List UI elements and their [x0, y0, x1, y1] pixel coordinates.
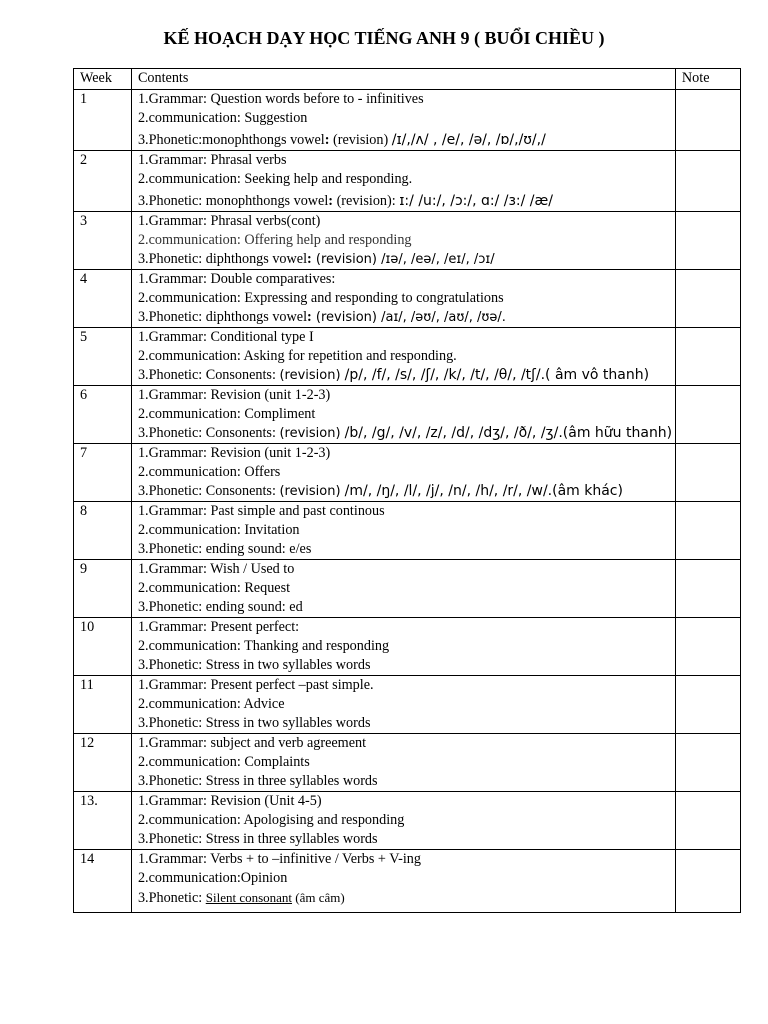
phonetic-line — [138, 482, 675, 501]
phonetic-line — [138, 131, 675, 150]
grammar-line: 1.Grammar: Revision (unit 1-2-3) — [137, 387, 331, 403]
communication-line: 2.communication: Apologising and responding — [137, 812, 405, 828]
lesson-plan-table — [73, 68, 741, 913]
phonetic-note: (âm câm) — [292, 890, 345, 905]
week-cell: 2 — [74, 151, 132, 212]
communication-line: 2.communication: Seeking help and responding. — [137, 171, 413, 187]
table-row — [74, 444, 741, 502]
phonetic-colon: : — [307, 309, 312, 325]
week-cell: 8 — [74, 502, 132, 560]
grammar-line: 1.Grammar: Revision (unit 1-2-3) — [137, 445, 331, 461]
table-row — [74, 618, 741, 676]
phonetic-revision: (revision) — [329, 132, 392, 148]
phonetic-line — [138, 308, 675, 327]
phonetic-label: 3.Phonetic: diphthongs vowel — [137, 309, 308, 325]
phonetic-line — [138, 424, 675, 443]
week-cell: 6 — [74, 386, 132, 444]
contents-cell — [131, 444, 675, 502]
communication-line: 2.communication: Suggestion — [137, 110, 308, 126]
communication-line: 2.communication: Thanking and responding — [137, 638, 390, 654]
note-cell — [675, 792, 740, 850]
grammar-line: 1.Grammar: Wish / Used to — [137, 561, 295, 577]
table-row — [74, 328, 741, 386]
phonetic-sounds: /p/, /f/, /s/, /ʃ/, /k/, /t/, /θ/, /tʃ/.( âm vô thanh) — [344, 367, 650, 383]
phonetic-label: 3.Phonetic: Consonents: — [137, 425, 280, 441]
phonetic-colon: : — [307, 251, 312, 267]
phonetic-sounds: /b/, /g/, /v/, /z/, /d/, /dʒ/, /ð/, /ʒ/.(âm hữu thanh) — [344, 425, 673, 441]
grammar-line: 1.Grammar: subject and verb agreement — [137, 735, 367, 751]
phonetic-sounds: /ɪ/,/ʌ/ , /e/, /ə/, /ɒ/,/ʊ/,/ — [391, 132, 546, 148]
table-row — [74, 734, 741, 792]
communication-line: 2.communication:Opinion — [137, 870, 288, 886]
week-cell: 12 — [74, 734, 132, 792]
phonetic-line — [138, 192, 675, 211]
note-cell — [675, 734, 740, 792]
phonetic-line — [138, 250, 675, 269]
communication-line: 2.communication: Advice — [137, 696, 285, 712]
contents-cell — [131, 618, 675, 676]
week-cell: 9 — [74, 560, 132, 618]
phonetic-line: 3.Phonetic: ending sound: e/es — [137, 541, 312, 557]
phonetic-line: 3.Phonetic: ending sound: ed — [137, 599, 303, 615]
contents-cell — [131, 90, 675, 151]
note-cell — [675, 270, 740, 328]
grammar-line: 1.Grammar: Question words before to - infinitives — [137, 91, 424, 107]
contents-cell — [131, 792, 675, 850]
table-row — [74, 386, 741, 444]
communication-line: 2.communication: Asking for repetition and responding. — [137, 348, 457, 364]
contents-cell — [131, 386, 675, 444]
header-week: Week — [74, 69, 132, 90]
phonetic-revision: (revision): — [333, 193, 400, 209]
contents-cell — [131, 560, 675, 618]
grammar-line: 1.Grammar: Past simple and past continous — [137, 503, 385, 519]
phonetic-colon: : — [328, 193, 334, 209]
note-cell — [675, 676, 740, 734]
phonetic-colon: : — [324, 132, 330, 148]
grammar-line: 1.Grammar: Conditional type I — [137, 329, 314, 345]
phonetic-line — [138, 888, 675, 908]
note-cell — [675, 560, 740, 618]
phonetic-label: 3.Phonetic: Consonents: — [137, 367, 280, 383]
phonetic-revision: (revision) — [311, 252, 382, 267]
grammar-line: 1.Grammar: Phrasal verbs — [137, 152, 287, 168]
table-row — [74, 212, 741, 270]
week-cell: 10 — [74, 618, 132, 676]
week-cell: 7 — [74, 444, 132, 502]
contents-cell — [131, 328, 675, 386]
note-cell — [675, 502, 740, 560]
communication-line: 2.communication: Expressing and responding to congratulations — [137, 290, 504, 306]
table-row — [74, 151, 741, 212]
contents-cell — [131, 270, 675, 328]
phonetic-revision: (revision) — [279, 426, 345, 441]
header-note: Note — [675, 69, 740, 90]
grammar-line: 1.Grammar: Present perfect: — [137, 619, 300, 635]
note-cell — [675, 386, 740, 444]
week-cell: 5 — [74, 328, 132, 386]
note-cell — [675, 850, 740, 913]
week-cell: 14 — [74, 850, 132, 913]
contents-cell — [131, 734, 675, 792]
contents-cell — [131, 676, 675, 734]
phonetic-line: 3.Phonetic: Stress in two syllables words — [137, 715, 371, 731]
week-cell: 3 — [74, 212, 132, 270]
phonetic-line: 3.Phonetic: Stress in three syllables words — [137, 831, 378, 847]
week-cell: 13. — [74, 792, 132, 850]
contents-cell — [131, 502, 675, 560]
communication-line: 2.communication: Offers — [137, 464, 281, 480]
phonetic-underlined: Silent consonant — [205, 890, 293, 905]
week-cell: 11 — [74, 676, 132, 734]
header-contents: Contents — [131, 69, 675, 90]
table-row — [74, 792, 741, 850]
grammar-line: 1.Grammar: Double comparatives: — [137, 271, 336, 287]
phonetic-label: 3.Phonetic: diphthongs vowel — [137, 251, 308, 267]
table-row — [74, 676, 741, 734]
note-cell — [675, 618, 740, 676]
phonetic-label: 3.Phonetic: Consonents: — [137, 483, 280, 499]
grammar-line: 1.Grammar: Phrasal verbs(cont) — [137, 213, 321, 229]
page-title: KẾ HOẠCH DẠY HỌC TIẾNG ANH 9 ( BUỔI CHIỀU ) — [163, 28, 605, 48]
contents-cell — [131, 151, 675, 212]
phonetic-label: 3.Phonetic: — [137, 890, 206, 906]
grammar-line: 1.Grammar: Revision (Unit 4-5) — [137, 793, 322, 809]
table-row — [74, 850, 741, 913]
note-cell — [675, 90, 740, 151]
week-cell: 1 — [74, 90, 132, 151]
table-row — [74, 502, 741, 560]
communication-text: 2.communication: Offering help and responding — [137, 232, 412, 248]
phonetic-sounds: ɪ:/ /u:/, /ɔ:/, ɑ:/ /ɜ:/ /æ/ — [399, 193, 553, 209]
table-row — [74, 560, 741, 618]
phonetic-sounds: /aɪ/, /əʊ/, /aʊ/, /ʊə/. — [381, 310, 506, 325]
phonetic-revision: (revision) — [279, 368, 345, 383]
grammar-line: 1.Grammar: Verbs + to –infinitive / Verbs + V-ing — [137, 851, 421, 867]
phonetic-sounds: /ɪə/, /eə/, /eɪ/, /ɔɪ/ — [381, 252, 495, 267]
note-cell — [675, 328, 740, 386]
table-row — [74, 270, 741, 328]
phonetic-line — [138, 366, 675, 385]
phonetic-revision: (revision) — [279, 484, 345, 499]
note-cell — [675, 212, 740, 270]
communication-line — [138, 231, 675, 250]
grammar-line: 1.Grammar: Present perfect –past simple. — [137, 677, 374, 693]
phonetic-line: 3.Phonetic: Stress in two syllables words — [137, 657, 371, 673]
phonetic-sounds: /m/, /ŋ/, /l/, /j/, /n/, /h/, /r/, /w/.(âm khác) — [344, 483, 623, 499]
note-cell — [675, 151, 740, 212]
communication-line: 2.communication: Compliment — [137, 406, 316, 422]
week-cell: 4 — [74, 270, 132, 328]
communication-line: 2.communication: Complaints — [137, 754, 310, 770]
communication-line: 2.communication: Invitation — [137, 522, 300, 538]
communication-line: 2.communication: Request — [137, 580, 291, 596]
phonetic-revision: (revision) — [311, 310, 382, 325]
contents-cell — [131, 212, 675, 270]
phonetic-label: 3.Phonetic: monophthongs vowel — [137, 193, 329, 209]
contents-cell — [131, 850, 675, 913]
table-row — [74, 90, 741, 151]
phonetic-label: 3.Phonetic:monophthongs vowel — [137, 132, 325, 148]
table-header-row — [74, 69, 741, 90]
note-cell — [675, 444, 740, 502]
phonetic-line: 3.Phonetic: Stress in three syllables words — [137, 773, 378, 789]
